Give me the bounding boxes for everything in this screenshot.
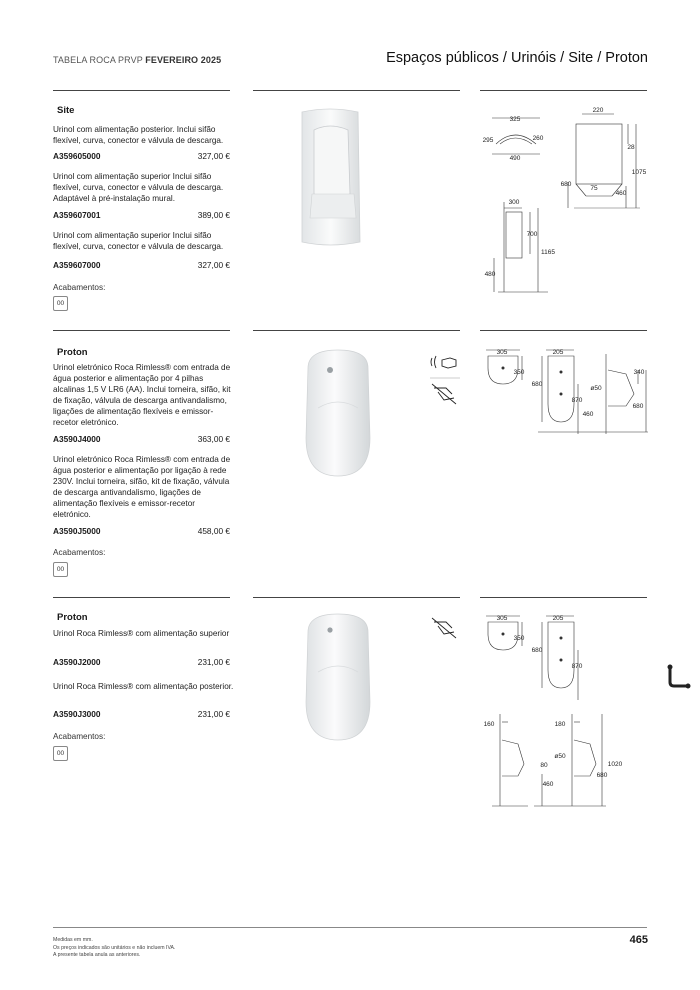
finish-swatch[interactable]: 00 [53,562,68,577]
section-title: Proton [57,347,88,358]
dim-label: 680 [596,772,608,779]
dim-label: 680 [531,647,543,654]
dim-label: 300 [508,199,520,206]
dim-label: 220 [592,107,604,114]
product-code: A3590J2000 [53,657,101,667]
dim-label: 305 [496,349,508,356]
dim-label: 480 [484,271,496,278]
catalog-name: TABELA ROCA PRVP [53,55,143,65]
product-code: A3590J3000 [53,709,101,719]
dim-label: 870 [571,397,583,404]
footer-note: A presente tabela anula as anteriores. [53,952,141,958]
dim-label: 295 [482,137,494,144]
dim-label: 460 [615,190,627,197]
footer-divider [53,927,647,928]
dim-label: 305 [496,615,508,622]
dim-label: 680 [560,181,572,188]
dim-label: 160 [483,721,495,728]
divider [480,330,647,331]
product-price: 363,00 € [197,434,230,444]
proton-electronic-technical-drawing [478,344,650,436]
dim-label: 350 [513,635,525,642]
product-price: 389,00 € [197,210,230,220]
dim-label: 260 [532,135,544,142]
dim-label: 350 [513,369,525,376]
footer-notes [53,937,175,960]
dim-label: 28 [627,144,635,151]
product-price: 327,00 € [197,151,230,161]
finishes-label: Acabamentos: [53,732,106,741]
divider [253,330,460,331]
product-description: Urinol com alimentação posterior. Inclui sifão flexível, curva, conector e válvula de descarga. [53,125,224,145]
hand-sensor-icon [431,356,456,368]
proton-technical-drawing [478,610,650,810]
dim-label: 325 [509,116,521,123]
product-code: A3590J4000 [53,434,101,444]
dim-label: 80 [540,762,548,769]
product-code: A3590J5000 [53,526,101,536]
dim-label: ø50 [590,385,602,392]
flush-icon [428,612,460,642]
divider [480,90,647,91]
dim-label: 1020 [607,761,623,768]
divider [253,597,460,598]
footer-note: Medidas em mm. [53,937,93,943]
dim-label: 700 [526,231,538,238]
finishes-label: Acabamentos: [53,548,106,557]
divider [53,90,230,91]
catalog-date: FEVEREIRO 2025 [145,55,222,65]
finish-swatch[interactable]: 00 [53,746,68,761]
divider [53,330,230,331]
page-title: Espaços públicos / Urinóis / Site / Proton [386,50,648,66]
dim-label: 870 [571,663,583,670]
product-price: 231,00 € [197,709,230,719]
site-urinal-image [296,108,364,246]
product-description: Urinol com alimentação superior Inclui sifão flexível, curva, conector e válvula de descarga. [53,231,224,251]
dim-label: 1165 [541,249,555,256]
divider [253,90,460,91]
footer-note: Os preços indicados são unitários e não incluem IVA. [53,944,176,951]
page-number: 465 [629,934,648,946]
product-price: 231,00 € [197,657,230,667]
product-code: A359607001 [53,210,101,220]
divider [53,597,230,598]
divider [480,597,647,598]
grab-bar-icon [664,664,692,690]
finishes-label: Acabamentos: [53,283,106,292]
catalog-label [53,55,221,65]
sensor-icons [428,348,460,410]
product-code: A359605000 [53,151,101,161]
product-description: Urinol Roca Rimless® com alimentação posterior. [53,682,234,691]
section-title: Proton [57,612,88,623]
product-price: 458,00 € [197,526,230,536]
flush-sensor-icon [432,384,456,404]
dim-label: 180 [554,721,566,728]
dim-label: 460 [582,411,594,418]
product-code: A359607000 [53,260,101,270]
dim-label: 340 [633,369,645,376]
product-description: Urinol eletrónico Roca Rimless® com entrada de água posterior e alimentação por ligação à rede 230V. Inclui torneira, sifão, kit de fixação, válvula de descarga antivandalismo, ligações de alimentação flexíveis e emissor-recetor eletrónico. [53,455,231,519]
dim-label: 680 [531,381,543,388]
finish-swatch[interactable]: 00 [53,296,68,311]
dim-label: 460 [542,781,554,788]
proton-urinal-image [298,612,378,742]
proton-electronic-urinal-image [298,348,378,478]
dim-label: 205 [552,615,564,622]
dim-label: ø50 [554,753,566,760]
dim-label: 1075 [631,169,647,176]
product-price: 327,00 € [197,260,230,270]
dim-label: 205 [552,349,564,356]
site-technical-drawing [478,104,650,294]
product-description: Urinol Roca Rimless® com alimentação superior [53,629,230,638]
section-title: Site [57,105,75,116]
dim-label: 75 [590,185,598,192]
product-description: Urinol eletrónico Roca Rimless® com entrada de água posterior e alimentação por 4 pilhas alcalinas 1,5 V LR6 (AA). Inclui torneira, sifão, kit de fixação, válvula de descarga antivandalismo, ligações de alimentação flexíveis e emissor-recetor eletrónico. [53,363,231,427]
dim-label: 490 [509,155,521,162]
product-description: Urinol com alimentação superior Inclui sifão flexível, curva, conector e válvula de descarga. Adaptável à pré-instalação mural. [53,172,224,203]
dim-label: 680 [632,403,644,410]
